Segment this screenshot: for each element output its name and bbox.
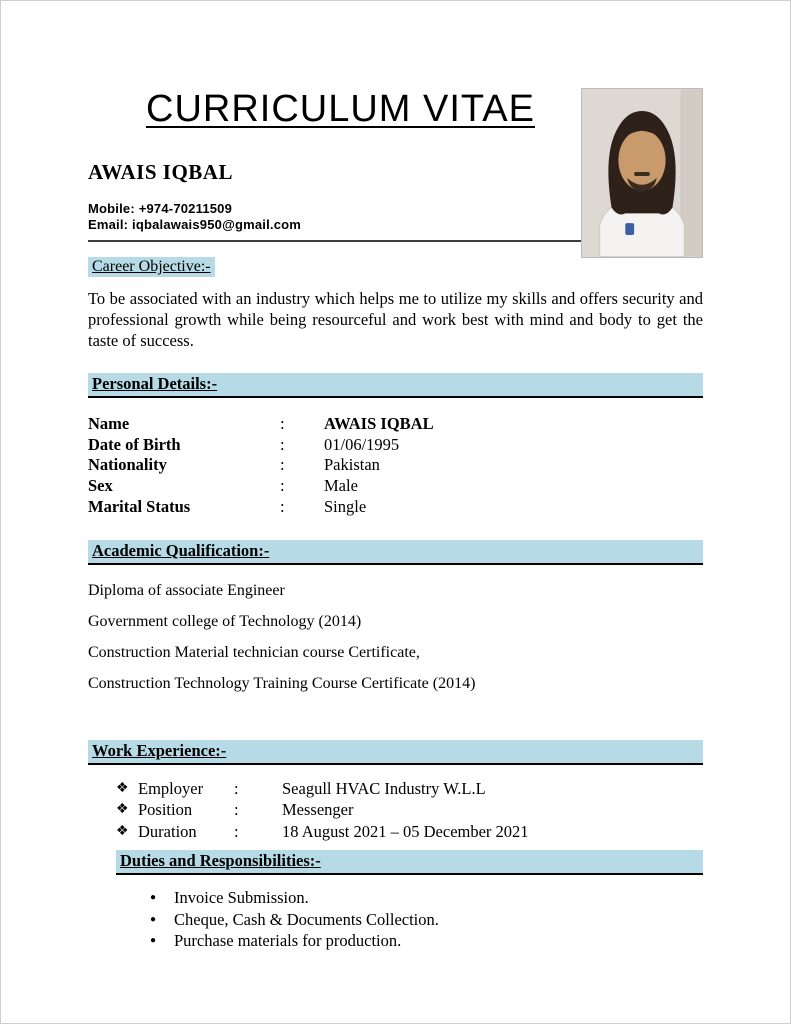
detail-label: Name [88,413,130,433]
list-item: Construction Material technician course Certificate, [88,643,420,661]
detail-label: Position [138,800,193,820]
detail-label: Marital Status [88,497,191,517]
profile-photo [581,88,703,258]
section-heading-personal-details [88,373,703,398]
table-row [88,414,703,435]
diamond-bullet-icon: ❖ [116,802,129,818]
table-row [88,497,703,518]
section-heading-career-objective [88,257,215,277]
section-heading-label: Personal Details:- [92,373,218,393]
duty-text: Purchase materials for production. [174,931,402,951]
detail-separator: : [234,800,239,820]
detail-value: Male [324,476,358,496]
detail-value: 18 August 2021 – 05 December 2021 [282,821,529,841]
detail-separator: : [234,821,239,841]
duty-text: Invoice Submission. [174,888,309,908]
section-heading-label: Duties and Responsibilities:- [120,851,321,871]
detail-label: Sex [88,476,113,496]
section-heading-label: Career Objective:- [92,257,211,275]
detail-value: Pakistan [324,455,380,475]
detail-separator: : [280,434,285,454]
list-item: Diploma of associate Engineer [88,581,285,599]
mobile-line: Mobile: +974-70211509 [88,200,233,216]
email-line: Email: iqbalawais950@gmail.com [88,216,302,232]
work-experience-table [116,778,703,843]
diamond-bullet-icon: ❖ [116,823,129,839]
section-heading-duties [116,850,703,875]
diamond-bullet-icon: ❖ [116,780,129,796]
table-row [116,778,703,800]
career-objective-text: To be associated with an industry which helps me to utilize my skills and offers security and professional growth while being resourceful and work best with mind and body to get the taste of success. [88,288,703,350]
duties-list [150,887,703,952]
section-heading-academic-qualification [88,540,703,565]
bullet-icon: ● [150,892,157,904]
list-item: Construction Technology Training Course Certificate (2014) [88,674,476,692]
detail-value: Single [324,497,367,517]
detail-separator: : [280,413,285,433]
bullet-icon: ● [150,913,157,925]
section-heading-work-experience [88,740,703,765]
table-row [116,821,703,843]
detail-separator: : [280,455,285,475]
table-row [88,476,703,497]
table-row [88,435,703,456]
detail-value: AWAIS IQBAL [324,413,434,433]
detail-value: Seagull HVAC Industry W.L.L [282,778,486,798]
list-item: Government college of Technology (2014) [88,612,362,630]
candidate-name: AWAIS IQBAL [88,159,233,184]
page-title: CURRICULUM VITAE [146,88,535,130]
list-item [150,909,703,931]
detail-value: 01/06/1995 [324,434,400,454]
detail-separator: : [280,497,285,517]
detail-label: Duration [138,821,197,841]
list-item [150,887,703,909]
table-row [88,455,703,476]
list-item [150,930,703,952]
personal-details-table [88,414,703,518]
detail-separator: : [234,778,239,798]
detail-label: Nationality [88,455,167,475]
detail-label: Employer [138,778,204,798]
profile-photo-illustration [582,89,702,257]
table-row [116,799,703,821]
duty-text: Cheque, Cash & Documents Collection. [174,909,439,929]
section-heading-label: Academic Qualification:- [92,540,270,560]
detail-separator: : [280,476,285,496]
academic-qualification-list [88,582,703,692]
detail-label: Date of Birth [88,434,181,454]
detail-value: Messenger [282,800,354,820]
bullet-icon: ● [150,935,157,947]
section-heading-label: Work Experience:- [92,740,227,760]
